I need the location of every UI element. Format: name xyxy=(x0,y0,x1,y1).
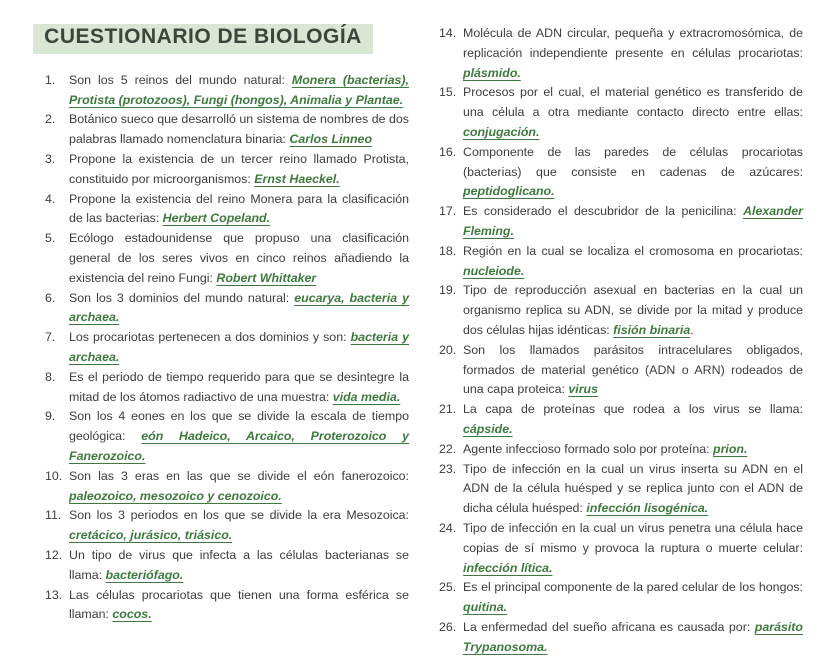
answer-text: bacteria y archaea. xyxy=(69,330,410,364)
answer-text: Carlos Linneo xyxy=(289,132,373,147)
question-number: 19. xyxy=(439,283,457,298)
question-text xyxy=(463,202,803,242)
question-prompt: Molécula de ADN circular, pequeña y extracromosómica, de replicación independiente presente en células procariotas: xyxy=(463,26,803,60)
question-text xyxy=(69,150,409,190)
question-text xyxy=(69,71,409,111)
question-prompt: Es el periodo de tiempo requerido para que se desintegre la mitad de los átomos radiactivo de una muestra: xyxy=(69,369,409,404)
question-number: 23. xyxy=(439,461,457,476)
question-item xyxy=(45,71,409,111)
question-item xyxy=(45,586,409,626)
question-number: 22. xyxy=(439,441,457,456)
answer-text: conjugación. xyxy=(463,124,540,139)
question-text xyxy=(463,460,803,519)
question-prompt: Tipo de infección en la cual un virus inserta su ADN en el ADN de la célula huésped y se replica junto con el ADN de dicha célula huésped: xyxy=(463,461,803,516)
question-number: 10. xyxy=(45,468,63,483)
question-number: 8. xyxy=(45,369,56,384)
question-text xyxy=(463,341,803,400)
question-item xyxy=(439,341,803,400)
question-item xyxy=(45,190,409,230)
answer-text: bacteriófago. xyxy=(105,567,184,582)
answer-suffix: . xyxy=(690,322,694,337)
left-column xyxy=(45,24,409,640)
question-prompt: Un tipo de virus que infecta a las células bacterianas se llama: xyxy=(69,547,409,582)
question-item xyxy=(45,506,409,546)
question-item xyxy=(439,578,803,618)
question-text xyxy=(463,242,803,282)
answer-text: Ernst Haeckel. xyxy=(254,171,340,186)
question-text xyxy=(69,328,409,368)
question-prompt: La enfermedad del sueño africana es causada por: xyxy=(463,619,755,634)
question-item xyxy=(439,618,803,658)
question-prompt: La capa de proteínas que rodea a los virus se llama: xyxy=(463,402,803,417)
question-text xyxy=(69,546,409,586)
question-text xyxy=(463,281,803,340)
question-item xyxy=(45,289,409,329)
question-text xyxy=(69,586,409,626)
question-prompt: Son las 3 eras en las que se divide el eón fanerozoico: xyxy=(69,468,409,483)
question-number: 14. xyxy=(439,26,457,40)
question-prompt: Componente de las paredes de células procariotas (bacterias) que consiste en cadenas de azúcares: xyxy=(463,144,803,179)
question-prompt: Tipo de reproducción asexual en bacterias en la cual un organismo replica su ADN, se divide por la mitad y produce dos células hijas idénticas: xyxy=(463,283,803,337)
question-item xyxy=(45,229,409,288)
answer-text: parásito Trypanosoma. xyxy=(463,619,803,654)
question-list-left xyxy=(45,71,409,625)
right-column xyxy=(439,24,803,654)
question-prompt: Agente infeccioso formado solo por proteína: xyxy=(463,441,714,456)
answer-text: nucleiode. xyxy=(463,263,525,278)
question-text xyxy=(69,368,409,408)
answer-text: eón Hadeico, Arcaico, Proterozoico y Fanerozoico. xyxy=(69,429,409,463)
question-item xyxy=(45,328,409,368)
answer-text: cretácico, jurásico, triásico. xyxy=(69,528,233,543)
page-title: CUESTIONARIO DE BIOLOGÍA xyxy=(44,25,362,48)
question-item xyxy=(439,242,803,282)
question-prompt: Son los 3 dominios del mundo natural: xyxy=(69,290,295,305)
question-number: 18. xyxy=(439,243,457,258)
answer-text: cocos. xyxy=(112,607,152,622)
question-text xyxy=(463,440,803,460)
question-text xyxy=(463,143,803,202)
question-number: 1. xyxy=(45,72,56,87)
question-text xyxy=(463,618,803,658)
question-number: 13. xyxy=(45,587,63,602)
title-highlight xyxy=(33,24,373,54)
answer-text: Monera (bacterias), Protista (protozoos), Fungi (hongos), Animalia y Plantae. xyxy=(69,72,409,107)
question-number: 2. xyxy=(45,112,56,127)
question-prompt: Región en la cual se localiza el cromosoma en procariotas: xyxy=(463,243,803,258)
question-item xyxy=(439,24,803,83)
answer-text: plásmido. xyxy=(463,65,521,80)
question-prompt: Botánico sueco que desarrolló un sistema de nombres de dos palabras llamado nomenclatura binaria: xyxy=(69,112,409,147)
question-prompt: Son los 3 periodos en los que se divide la era Mesozoica: xyxy=(69,508,409,523)
question-prompt: Son los llamados parásitos intracelulares obligados, formados de material genético (ADN o ARN) rodeados de una capa proteica: xyxy=(463,342,803,397)
question-prompt: Propone la existencia del reino Monera para la clasificación de las bacterias: xyxy=(69,191,409,226)
question-number: 24. xyxy=(439,520,457,535)
answer-text: eucarya, bacteria y archaea. xyxy=(69,290,409,325)
question-prompt: Las células procariotas que tienen una forma esférica se llaman: xyxy=(69,587,409,622)
question-number: 25. xyxy=(439,580,457,595)
question-item xyxy=(439,202,803,242)
question-prompt: Son los 4 eones en los que se divide la escala de tiempo geológica: xyxy=(69,409,409,444)
question-number: 9. xyxy=(45,409,56,424)
question-number: 21. xyxy=(439,402,457,417)
question-item xyxy=(45,467,409,507)
question-number: 4. xyxy=(45,191,56,206)
answer-text: peptidoglicano. xyxy=(463,184,555,199)
question-item xyxy=(439,143,803,202)
question-prompt: Es el principal componente de la pared celular de los hongos: xyxy=(463,580,803,595)
question-text xyxy=(69,110,409,150)
answer-text: paleozoico, mesozoico y cenozoico. xyxy=(69,488,282,503)
question-text xyxy=(463,24,803,83)
question-text xyxy=(69,229,409,288)
question-number: 6. xyxy=(45,290,56,305)
question-item xyxy=(439,519,803,578)
question-item xyxy=(439,400,803,440)
question-prompt: Procesos por el cual, el material genético es transferido de una célula a otra mediante contacto directo entre ellas: xyxy=(463,85,803,120)
question-number: 16. xyxy=(439,144,457,159)
question-text xyxy=(463,400,803,440)
answer-text: fisión binaria xyxy=(613,322,691,337)
question-number: 20. xyxy=(439,342,457,357)
question-prompt: Tipo de infección en la cual un virus penetra una célula hace copias de sí mismo y provoca la ruptura o muerte celular: xyxy=(463,520,803,555)
question-text xyxy=(463,83,803,142)
question-prompt: Son los 5 reinos del mundo natural: xyxy=(69,72,292,87)
answer-text: vida media. xyxy=(332,389,401,404)
question-number: 17. xyxy=(439,204,457,219)
answer-text: Alexander Fleming. xyxy=(463,204,803,238)
question-item xyxy=(45,110,409,150)
question-text xyxy=(69,506,409,546)
answer-text: Herbert Copeland. xyxy=(162,211,271,226)
question-number: 11. xyxy=(45,508,62,523)
answer-text: prion. xyxy=(713,441,748,456)
question-item xyxy=(45,407,409,466)
answer-text: Robert Whittaker xyxy=(216,270,317,285)
question-text xyxy=(69,289,409,329)
question-item xyxy=(45,150,409,190)
question-number: 26. xyxy=(439,619,457,634)
question-number: 7. xyxy=(45,330,56,345)
question-prompt: Ecólogo estadounidense que propuso una clasificación general de los seres vivos en cinco reinos añadiendo la existencia del reino Fungi: xyxy=(69,231,409,285)
question-text xyxy=(463,578,803,618)
question-text xyxy=(69,407,409,466)
question-list-right xyxy=(439,24,803,658)
question-number: 5. xyxy=(45,231,56,246)
question-item xyxy=(439,440,803,460)
question-number: 12. xyxy=(45,547,63,562)
question-number: 15. xyxy=(439,85,457,100)
answer-text: infección lítica. xyxy=(463,560,553,575)
question-text xyxy=(69,190,409,230)
question-item xyxy=(439,281,803,340)
question-prompt: Propone la existencia de un tercer reino llamado Protista, constituido por microorganismos: xyxy=(69,151,409,186)
question-number: 3. xyxy=(45,151,56,166)
question-prompt: Es considerado el descubridor de la penicilina: xyxy=(463,204,744,219)
question-item xyxy=(45,546,409,586)
answer-text: quitina. xyxy=(463,600,508,615)
question-item xyxy=(45,368,409,408)
answer-text: infección lisogénica. xyxy=(586,501,709,516)
question-item xyxy=(439,83,803,142)
question-text xyxy=(69,467,409,507)
question-item xyxy=(439,460,803,519)
question-prompt: Los procariotas pertenecen a dos dominios y son: xyxy=(69,330,351,345)
answer-text: cápside. xyxy=(463,421,513,436)
answer-text: virus xyxy=(568,382,599,397)
question-text xyxy=(463,519,803,578)
